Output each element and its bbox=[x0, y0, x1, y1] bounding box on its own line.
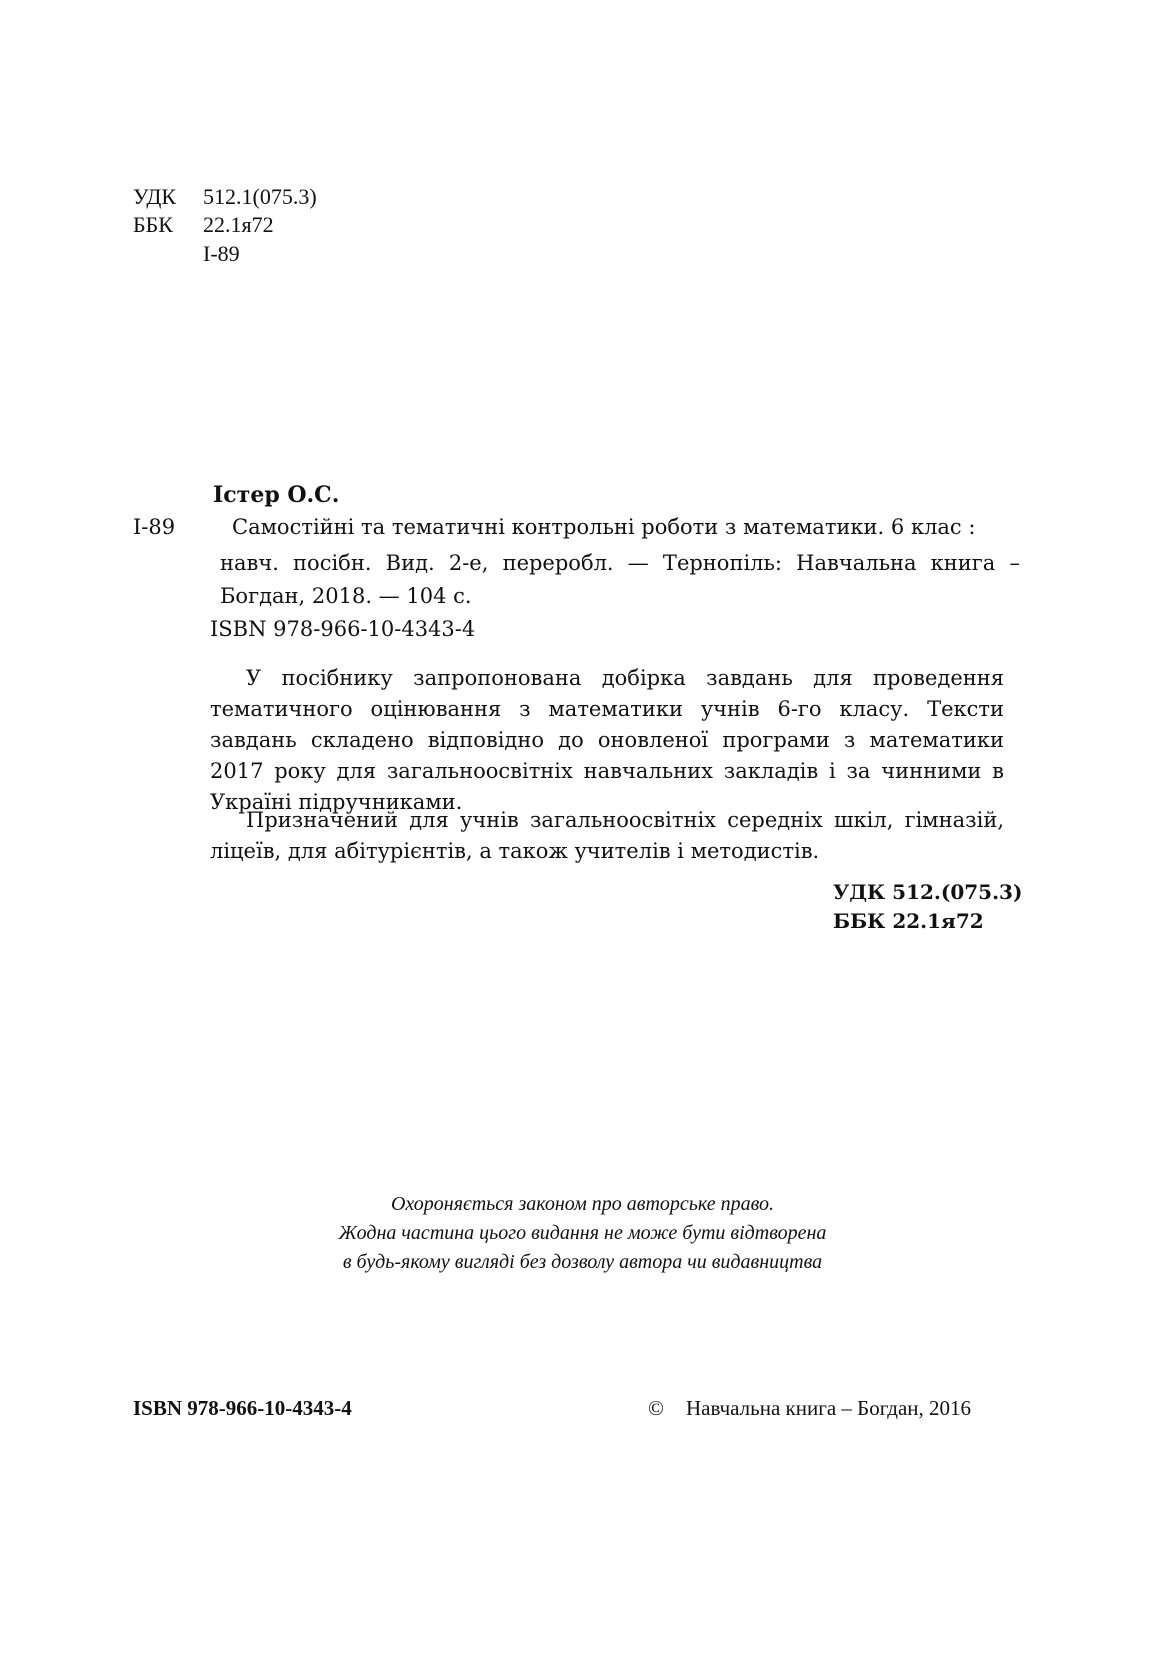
udk-code: УДК 512.(075.3) bbox=[833, 880, 1023, 904]
notice-line-3: в будь-якому вигляді без дозволу автора чи видавництва bbox=[342, 1251, 823, 1273]
book-details: навч. посібн. Вид. 2-е, переробл. — Тернопіль: Навчальна книга – Богдан, 2018. — 104 с. bbox=[220, 551, 1020, 608]
isbn-line: ISBN 978-966-10-4343-4 bbox=[210, 617, 476, 641]
annotation-paragraph-1: У посібнику запропонована добірка завдань для проведення тематичного оцінювання з математики учнів 6-го класу. Тексти завдань складено відповідно до оновленої програми з математики 2017 року для загальноосвітніх навчальних закладів і за чинними в Україні підручниками. bbox=[210, 666, 1004, 814]
footer-isbn: ISBN 978-966-10-4343-4 bbox=[133, 1396, 352, 1420]
author-mark: І-89 bbox=[133, 515, 176, 539]
udk-label: УДК bbox=[133, 184, 177, 209]
notice-line-1: Охороняється законом про авторське право. bbox=[390, 1193, 775, 1215]
udk-value: 512.1(075.3) bbox=[203, 184, 317, 209]
bbk-row bbox=[133, 211, 274, 239]
bbk-label: ББК bbox=[133, 212, 173, 237]
bbk-value: 22.1я72 bbox=[203, 212, 274, 237]
annotation-paragraph-2: Призначений для учнів загальноосвітніх середніх шкіл, гімназій, ліцеїв, для абітурієнтів, а також учителів і методистів. bbox=[210, 808, 1004, 863]
copyright-holder: Навчальна книга – Богдан, 2016 bbox=[686, 1396, 972, 1420]
bbk-code: ББК 22.1я72 bbox=[833, 909, 984, 933]
author-mark-top: І-89 bbox=[203, 241, 240, 266]
book-title-line: Самостійні та тематичні контрольні роботи з математики. 6 клас : bbox=[232, 515, 976, 539]
notice-line-2: Жодна частина цього видання не може бути відтворена bbox=[338, 1222, 827, 1244]
copyright-symbol: © bbox=[648, 1396, 664, 1420]
udk-row bbox=[133, 183, 317, 211]
author-name: Істер О.С. bbox=[213, 482, 340, 508]
